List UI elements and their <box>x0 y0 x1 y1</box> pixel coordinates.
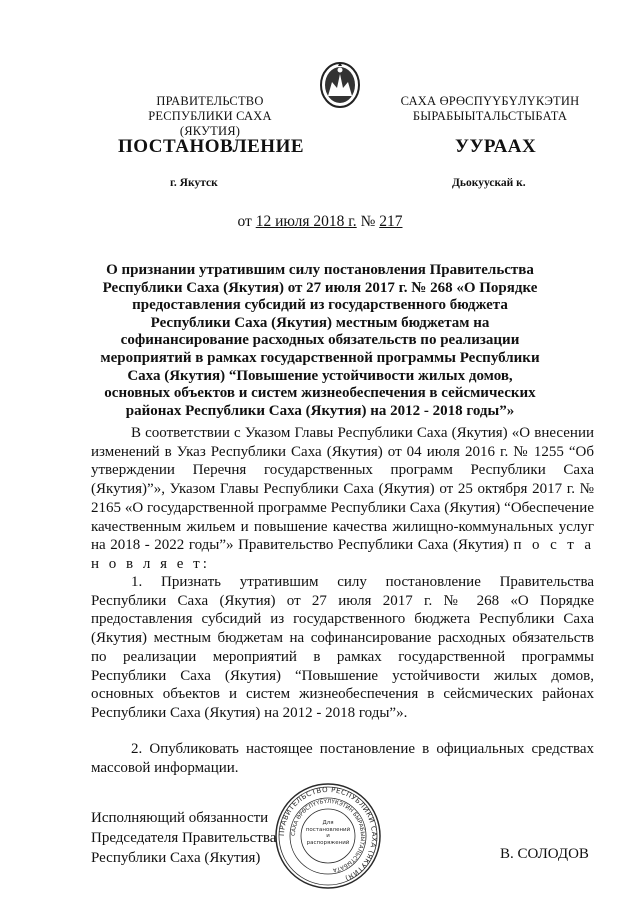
date-number-line <box>0 213 640 231</box>
seal-inner-text: САХА ӨРӨСПҮҮБҮЛҮКЭТИН БЫРАБЫЫТАЛЬСТЫБАТА <box>290 798 366 873</box>
seal-center-text: Для постановлений и распоряжений <box>305 820 351 846</box>
clause-2: 2. Опубликовать настоящее постановление в официальных средствах массовой информации. <box>91 741 594 776</box>
document-date: 12 июля 2018 г. <box>255 213 357 230</box>
preamble-paragraph <box>91 424 594 574</box>
official-seal-icon <box>272 780 384 892</box>
signatory-name: В. СОЛОДОВ <box>500 846 589 862</box>
city-ru: г. Якутск <box>170 177 218 189</box>
org-name-ru: ПРАВИТЕЛЬСТВО РЕСПУБЛИКИ САХА (ЯКУТИЯ) <box>148 94 272 138</box>
city-sah: Дьокуускай к. <box>452 177 526 189</box>
coat-of-arms-icon <box>318 58 362 110</box>
document-number: 217 <box>379 213 403 230</box>
doc-type-sah: УУРААХ <box>455 136 537 157</box>
doc-type-ru: ПОСТАНОВЛЕНИЕ <box>118 136 305 157</box>
decree-word: п о с т а н о в л я е т: <box>91 537 595 572</box>
number-prefix: № <box>356 213 380 230</box>
preamble-text: В соответствии с Указом Главы Республики Саха (Якутия) «О внесении изменений в Указ Республики Саха (Якутия) от 04 июля 2016 г. № 1255 “Об утверждении Перечня государственных программ Республики Саха (Якутия)”», Указом Главы Республики Саха (Якутия) от 25 октября 2017 г. № 2165 «О государственной программе Республики Саха (Якутия) “Обеспечение качественным жильем и повышение качества жилищно-коммунальных услуг на 2018 - 2022 годы”» Правительство Республики Саха (Якутия) <box>91 425 594 554</box>
clause-1: 1. Признать утратившим силу постановление Правительства Республики Саха (Якутия) от 27 июля 2017 г. № 268 «О Порядке предоставления субсидий из государственного бюджета Республики Саха (Якутия) местным бюджетам на софинансирование расходных обязательств по реализации мероприятий в рамках государственной программы Республики Саха (Якутия) “Повышение устойчивости жилых домов, основных объектов и систем жизнеобеспечения в сейсмических районах Республики Саха (Якутия) на 2012 - 2018 годы”». <box>91 574 594 721</box>
seal-outer-text: ПРАВИТЕЛЬСТВО РЕСПУБЛИКИ САХА (ЯКУТИЯ) <box>277 785 379 883</box>
date-prefix: от <box>237 213 256 230</box>
signatory-position: Исполняющий обязанности Председателя Правительства Республики Саха (Якутия) <box>91 810 277 866</box>
document-title: О признании утратившим силу постановления Правительства Республики Саха (Якутия) от 27 июля 2017 г. № 268 «О Порядке предоставления субсидий из государственного бюджета Республики Саха (Якутия) местным бюджетам на софинансирование расходных обязательств по реализации мероприятий в рамках государственной программы Республики Саха (Якутия) “Повышение устойчивости жилых домов, основных объектов и систем жизнеобеспечения в сейсмических районах Республики Саха (Якутия) на 2012 - 2018 годы”» <box>100 262 540 419</box>
org-name-sah: САХА ӨРӨСПҮҮБҮЛҮКЭТИН БЫРАБЫЫТАЛЬСТЫБАТА <box>400 94 580 123</box>
